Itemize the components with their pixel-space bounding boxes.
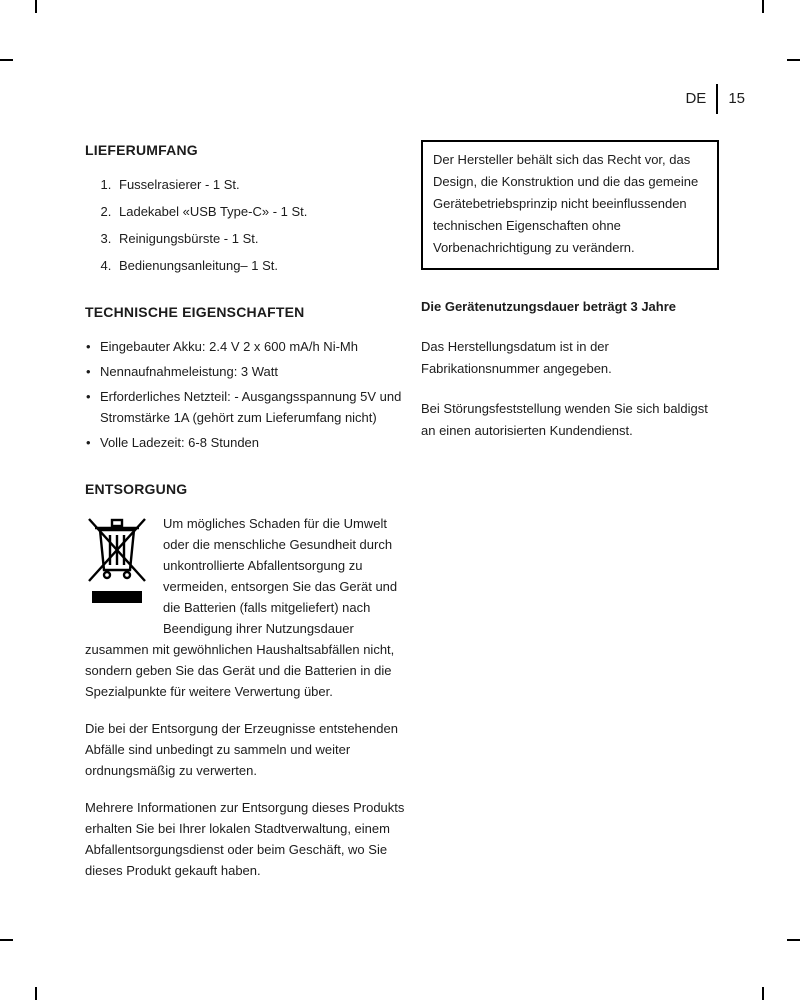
list-item: 2. Ladekabel «USB Type-C» - 1 St. — [115, 201, 409, 222]
entsorgung-paragraph-3: Mehrere Informationen zur Entsorgung dieses Produkts erhalten Sie bei Ihrer lokalen Stadtverwaltung, einem Abfallentsorgungsdienst oder beim Geschäft, wo Sie dieses Produkt gekauft haben. — [85, 800, 405, 878]
weee-crossed-out-bin-icon — [87, 517, 147, 619]
crop-mark-top-left-horizontal — [0, 59, 13, 61]
crop-mark-bottom-right-vertical — [762, 987, 764, 1000]
right-column — [421, 140, 719, 897]
list-item: • Volle Ladezeit: 6-8 Stunden — [85, 432, 409, 453]
list-item: 3. Reinigungsbürste - 1 St. — [115, 228, 409, 249]
header-divider — [716, 84, 718, 114]
lieferumfang-list — [85, 174, 409, 276]
page-content — [85, 140, 719, 897]
technische-eigenschaften-list — [85, 336, 409, 453]
crop-mark-top-right-horizontal — [787, 59, 800, 61]
service-text: Bei Störungsfeststellung wenden Sie sich baldigst an einen autorisierten Kundendienst. — [421, 401, 708, 438]
list-item: • Nennaufnahmeleistung: 3 Watt — [85, 361, 409, 382]
language-label: DE — [685, 90, 707, 107]
list-item: • Eingebauter Akku: 2.4 V 2 x 600 mA/h Ni-Mh — [85, 336, 409, 357]
crop-mark-bottom-right-horizontal — [787, 939, 800, 941]
entsorgung-paragraph-1: Um mögliches Schaden für die Umwelt oder die menschliche Gesundheit durch unkontrollierte Abfallentsorgung zu vermeiden, entsorgen Sie das Gerät und die Batterien (falls mitgeliefert) nach Beendigung ihrer Nutzungsdauer zusammen mit gewöhnlichen Haushaltsabfällen nicht, sondern geben Sie das Gerät und die Batterien in die Spezialpunkte für weitere Verwertung über. — [85, 516, 398, 699]
crop-mark-bottom-left-horizontal — [0, 939, 13, 941]
manufacture-date-text: Das Herstellungsdatum ist in der Fabrikationsnummer angegeben. — [421, 339, 612, 376]
left-column — [85, 140, 409, 897]
list-item: 1. Fusselrasierer - 1 St. — [115, 174, 409, 195]
crop-mark-top-right-vertical — [762, 0, 764, 13]
service-life-heading: Die Gerätenutzungsdauer beträgt 3 Jahre — [421, 299, 677, 314]
crop-mark-bottom-left-vertical — [35, 987, 37, 1000]
page-number: 15 — [728, 90, 745, 107]
entsorgung-paragraph-2: Die bei der Entsorgung der Erzeugnisse entstehenden Abfälle sind unbedingt zu sammeln und weiter ordnungsmäßig zu verwerten. — [85, 721, 398, 778]
lieferumfang-title: LIEFERUMFANG — [85, 142, 198, 158]
entsorgung-body — [85, 513, 409, 881]
technische-eigenschaften-title: TECHNISCHE EIGENSCHAFTEN — [85, 304, 305, 320]
crop-mark-top-left-vertical — [35, 0, 37, 13]
list-item: • Erforderliches Netzteil: - Ausgangsspannung 5V und Stromstärke 1A (gehört zum Lieferumfang nicht) — [85, 386, 409, 428]
manufacturer-notice-box: Der Hersteller behält sich das Recht vor, das Design, die Konstruktion und die das gemeine Gerätebetriebsprinzip nicht beeinflussenden technischen Eigenschaften ohne Vorbenachrichtigung zu verändern. — [421, 140, 719, 270]
list-item: 4. Bedienungsanleitung– 1 St. — [115, 255, 409, 276]
page-header — [685, 84, 745, 114]
entsorgung-title: ENTSORGUNG — [85, 481, 188, 497]
